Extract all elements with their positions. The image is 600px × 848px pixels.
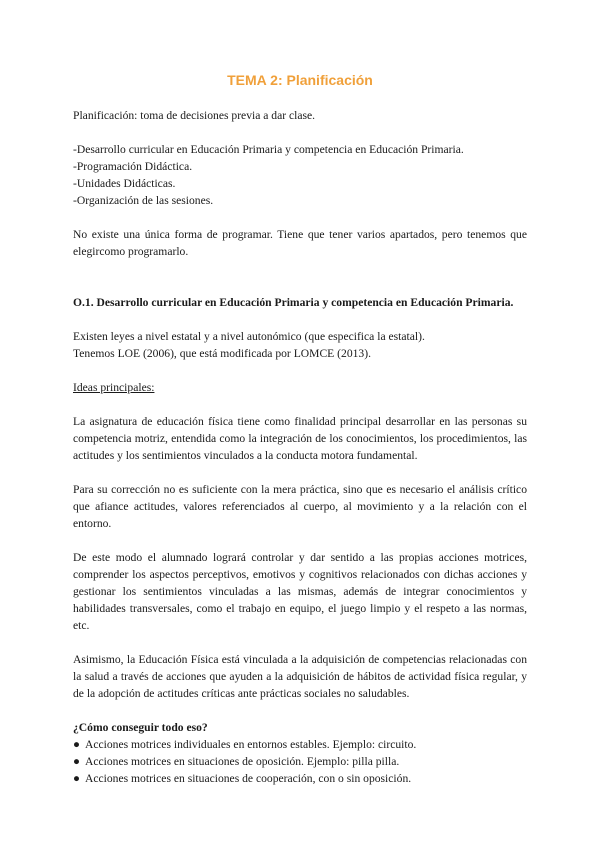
body-paragraph: Para su corrección no es suficiente con la mera práctica, sino que es necesario el análisis crítico que afiance actitudes, valores referenciados al cuerpo, al movimiento y a la relación con el entorno.	[73, 483, 527, 530]
intro-paragraph: Planificación: toma de decisiones previa a dar clase.	[73, 109, 316, 122]
topic-item: -Programación Didáctica.	[73, 160, 193, 173]
list-item	[73, 753, 527, 770]
topics-list	[73, 141, 527, 209]
topic-item: -Unidades Didácticas.	[73, 177, 176, 190]
laws-line: Existen leyes a nivel estatal y a nivel autonómico (que especifica la estatal).	[73, 330, 425, 343]
topic-item: -Desarrollo curricular en Educación Primaria y competencia en Educación Primaria.	[73, 143, 464, 156]
body-paragraph: Asimismo, la Educación Física está vinculada a la adquisición de competencias relacionadas con la salud a través de acciones que ayuden a la adquisición de hábitos de actividad física regular, y de la adopción de actitudes críticas ante prácticas sociales no saludables.	[73, 653, 527, 700]
bullet-list	[73, 736, 527, 787]
document-title: TEMA 2: Planificación	[227, 72, 373, 88]
ideas-label: Ideas principales:	[73, 381, 155, 394]
laws-block	[73, 328, 527, 362]
bullet-icon: ●	[73, 738, 81, 751]
question-heading: ¿Cómo conseguir todo eso?	[73, 721, 208, 734]
bullet-text: Acciones motrices en situaciones de oposición. Ejemplo: pilla pilla.	[85, 755, 400, 768]
note-paragraph: No existe una única forma de programar. Tiene que tener varios apartados, pero tenemos que elegircomo programarlo.	[73, 228, 527, 258]
bullet-text: Acciones motrices en situaciones de cooperación, con o sin oposición.	[85, 772, 412, 785]
section-heading: O.1. Desarrollo curricular en Educación Primaria y competencia en Educación Primaria.	[73, 296, 514, 309]
list-item	[73, 770, 527, 787]
topic-item: -Organización de las sesiones.	[73, 194, 214, 207]
list-item	[73, 736, 527, 753]
body-paragraph: De este modo el alumnado logrará controlar y dar sentido a las propias acciones motrices, comprender los aspectos perceptivos, emotivos y cognitivos relacionados con dichas acciones y gestionar los sentimientos vinculadas a las mismas, además de integrar conocimientos y habilidades transversales, como el trabajo en equipo, el juego limpio y el respeto a las normas, etc.	[73, 551, 527, 632]
bullet-text: Acciones motrices individuales en entornos estables. Ejemplo: circuito.	[85, 738, 417, 751]
bullet-icon: ●	[73, 772, 81, 785]
laws-line: Tenemos LOE (2006), que está modificada por LOMCE (2013).	[73, 347, 371, 360]
bullet-icon: ●	[73, 755, 81, 768]
body-paragraph: La asignatura de educación física tiene como finalidad principal desarrollar en las personas su competencia motriz, entendida como la integración de los conocimientos, los procedimientos, las actitudes y los sentimientos vinculados a la conducta motora fundamental.	[73, 415, 527, 462]
